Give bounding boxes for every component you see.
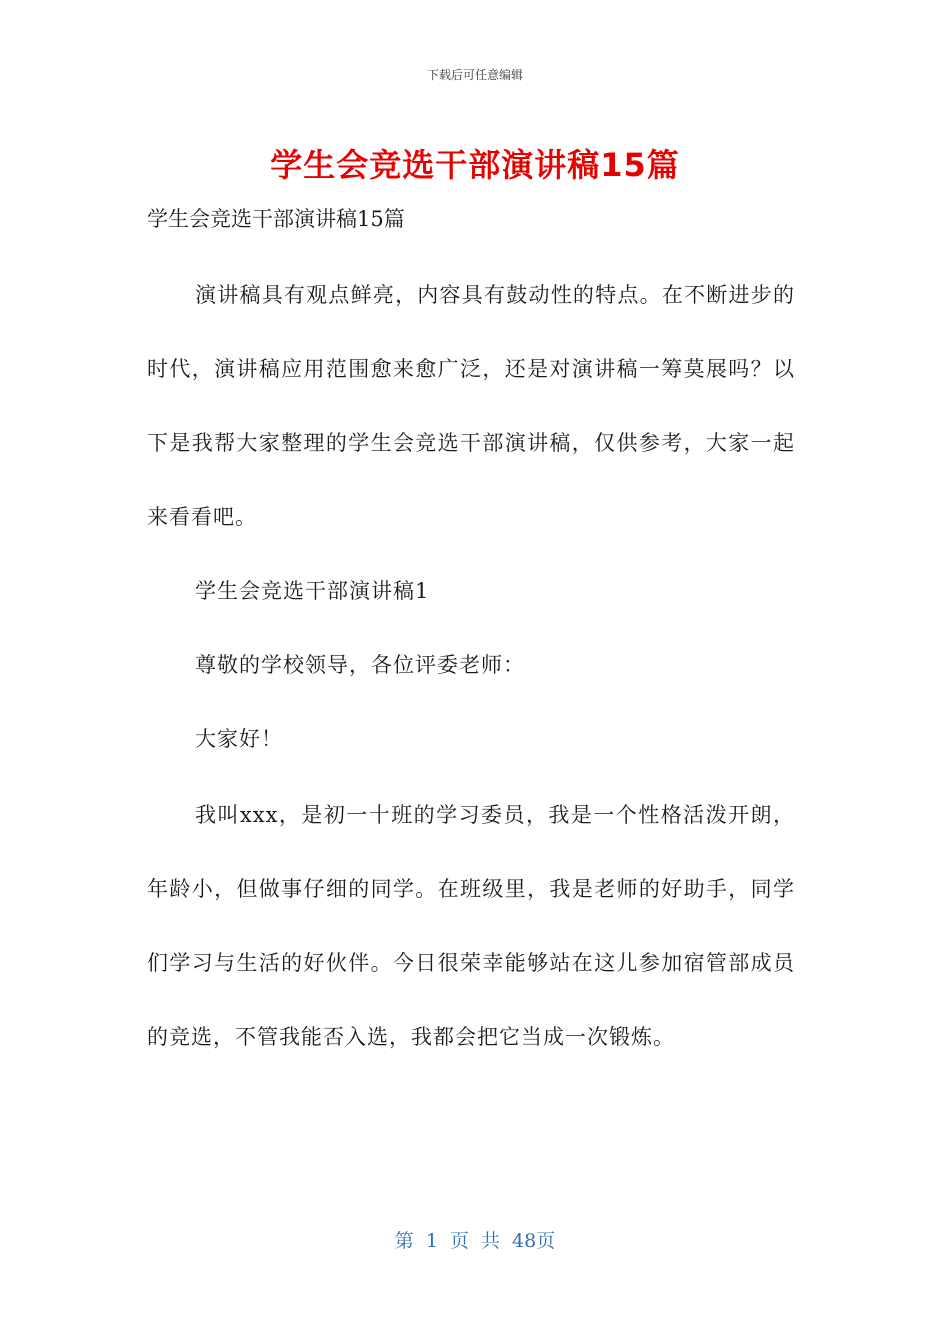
section-heading: 学生会竞选干部演讲稿1 [195, 579, 430, 603]
salutation: 尊敬的学校领导，各位评委老师： [195, 653, 525, 677]
document-subtitle: 学生会竞选干部演讲稿15篇 [147, 207, 405, 231]
self-introduction-paragraph: 我叫xxx，是初一十班的学习委员，我是一个性格活泼开朗，年龄小，但做事仔细的同学。在班级里，我是老师的好助手，同学们学习与生活的好伙伴。今日很荣幸能够站在这儿参加宿管部成员的竞选，不管我能否入选，我都会把它当成一次锻炼。 [147, 803, 795, 1049]
header-note: 下载后可任意编辑 [426, 68, 523, 82]
page-number-footer: 第 1 页 共 48页 [394, 1230, 556, 1252]
intro-paragraph: 演讲稿具有观点鲜亮，内容具有鼓动性的特点。在不断进步的时代，演讲稿应用范围愈来愈广泛，还是对演讲稿一筹莫展吗？以下是我帮大家整理的学生会竞选干部演讲稿，仅供参考，大家一起来看看吧。 [147, 283, 795, 529]
greeting: 大家好！ [195, 727, 283, 751]
document-title: 学生会竞选干部演讲稿15篇 [270, 146, 680, 184]
